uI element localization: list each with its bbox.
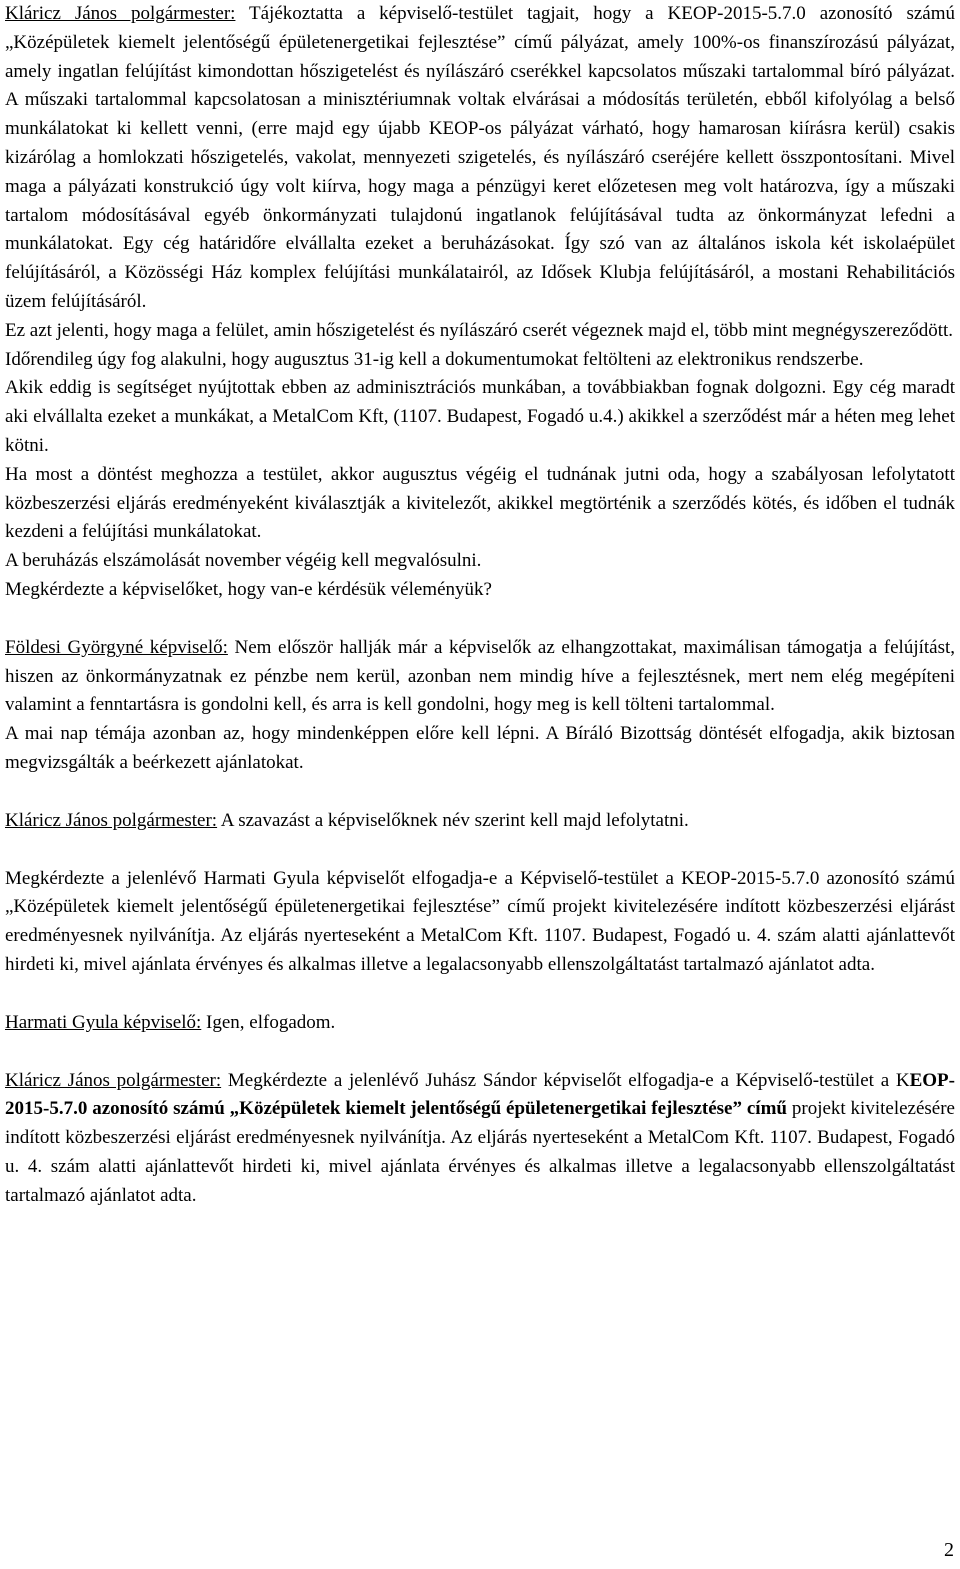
page-number: 2 <box>944 1539 954 1561</box>
speaker-name: Földesi Györgyné képviselő: <box>5 636 228 658</box>
speaker-name: Kláricz János polgármester: <box>5 809 218 831</box>
paragraph-schedule: Időrendileg úgy fog alakulni, hogy augusztus 31-ig kell a dokumentumokat feltölteni az elektronikus rendszerbe. <box>5 348 864 370</box>
paragraph-settlement: A beruházás elszámolását november végéig kell megvalósulni. <box>5 550 482 572</box>
paragraph-text: Nem először hallják már a képviselők az elhangzottakat, maximálisan támogatja a felújítást, hiszen az önkormányzatnak ez pénzbe nem kerül, azonban nem mindig híve a fejlesztésnek, mert nem elég megépíteni valamint a fenntartásra is gondolni kell, és arra is kell gondolni, hogy meg is kell tölteni tartalommal. <box>5 636 956 716</box>
document-page <box>5 0 955 1210</box>
paragraph-foldesi <box>5 634 955 720</box>
paragraph-text: projekt kivitelezésére indított közbeszerzési eljárást eredményesnek nyilvánítja. Az eljárás nyerteseként a MetalCom Kft. 1107. Budapest, Fogadó u. 4. szám alatti ajánlattevőt hirdeti ki, mivel ajánlata érvényes és alkalmas illetve a legalacsonyabb ellenszolgáltatást tartalmazó ajánlatot adta. <box>5 1098 955 1206</box>
paragraph-harmati-answer <box>5 1009 955 1038</box>
project-title-bold: EOP-2015-5.7.0 azonosító számú „Középületek kiemelt jelentőségű épületenergetikai fejlesztése” című <box>5 1069 955 1120</box>
spacer <box>5 778 955 807</box>
spacer <box>5 980 955 1009</box>
paragraph-question: Megkérdezte a képviselőket, hogy van-e kérdésük véleményük? <box>5 578 492 600</box>
paragraph-decision: Ha most a döntést meghozza a testület, akkor augusztus végéig el tudnának jutni oda, hogy a szabályosan lefolytatott közbeszerzési eljárás eredményeként kiválasztják a kivitelezőt, akikkel megtörténik a szerződés kötés, és időben el tudnák kezdeni a felújítási munkálatokat. <box>5 463 955 543</box>
spacer <box>5 836 955 865</box>
paragraph-harmati-question: Megkérdezte a jelenlévő Harmati Gyula képviselőt elfogadja-e a Képviselő-testület a KEOP-2015-5.7.0 azonosító számú „Középületek kiemelt jelentőségű épületenergetikai fejlesztése” című projekt kivitelezésére indított közbeszerzési eljárást eredményesnek nyilvánítja. Az eljárás nyerteseként a MetalCom Kft. 1107. Budapest, Fogadó u. 4. szám alatti ajánlattevőt hirdeti ki, mivel ajánlata érvényes és alkalmas illetve a legalacsonyabb ellenszolgáltatást tartalmazó ajánlatot adta. <box>5 867 955 975</box>
paragraph-text: Tájékoztatta a képviselő-testület tagjait, hogy a KEOP-2015-5.7.0 azonosító számú „Középületek kiemelt jelentőségű épületenergetikai fejlesztése” című pályázat, amely 100%-os finanszírozású pályázat, amely ingatlan felújítást kimondottan hőszigetelést és nyílászáró cserékkel kapcsolatos műszaki tartalommal bíró pályázat. A műszaki tartalommal kapcsolatosan a minisztériumnak voltak elvárásai a módosítás területén, ebből kifolyólag a belső munkálatokat ki kellett venni, (erre majd egy újabb KEOP-os pályázat várható, hogy hamarosan kiírásra kerül) csakis kizárólag a homlokzati hőszigetelés, vakolat, mennyezeti szigetelés, és nyílászáró cseréjére kellett összpontosítani. Mivel maga a pályázati konstrukció úgy volt kiírva, hogy maga a pénzügyi keret előzetesen meg volt határozva, így a műszaki tartalom módosításával egyéb önkormányzati tulajdonú ingatlanok felújításával tudta az önkormányzat lefedni a munkálatokat. Egy cég határidőre elvállalta ezeket a beruházásokat. Így szó van az általános iskola két iskolaépület felújításáról, a Közösségi Ház komplex felújítási munkálatairól, az Idősek Klubja felújításáról, a mostani Rehabilitációs üzem felújításáról. <box>5 3 955 312</box>
paragraph-vote-method <box>5 807 955 836</box>
paragraph-text: Igen, elfogadom. <box>201 1011 336 1033</box>
paragraph-committee: A mai nap témája azonban az, hogy mindenképpen előre kell lépni. A Bíráló Bizottság döntését elfogadja, akik biztosan megvizsgálták a beérkezett ajánlatokat. <box>5 723 955 773</box>
paragraph-juhasz-question <box>5 1067 955 1211</box>
speaker-name: Kláricz János polgármester: <box>5 3 236 24</box>
paragraph-text: A szavazást a képviselőknek név szerint kell majd lefolytatni. <box>217 809 689 831</box>
paragraph-mayor-info <box>5 0 955 317</box>
speaker-name: Harmati Gyula képviselő: <box>5 1011 202 1033</box>
spacer <box>5 1038 955 1067</box>
speaker-name: Kláricz János polgármester: <box>5 1069 222 1091</box>
spacer <box>5 605 955 634</box>
paragraph-surface-increase: Ez azt jelenti, hogy maga a felület, amin hőszigetelést és nyílászáró cserét végeznek majd el, több mint megnégyszereződött. <box>5 319 954 341</box>
paragraph-text: Megkérdezte a jelenlévő Juhász Sándor képviselőt elfogadja-e a Képviselő-testület a K <box>221 1069 910 1091</box>
paragraph-contractor: Akik eddig is segítséget nyújtottak ebben az adminisztrációs munkában, a továbbiakban fognak dolgozni. Egy cég maradt aki elvállalta ezeket a munkákat, a MetalCom Kft, (1107. Budapest, Fogadó u.4.) akikkel a szerződést már a héten meg lehet kötni. <box>5 377 955 456</box>
